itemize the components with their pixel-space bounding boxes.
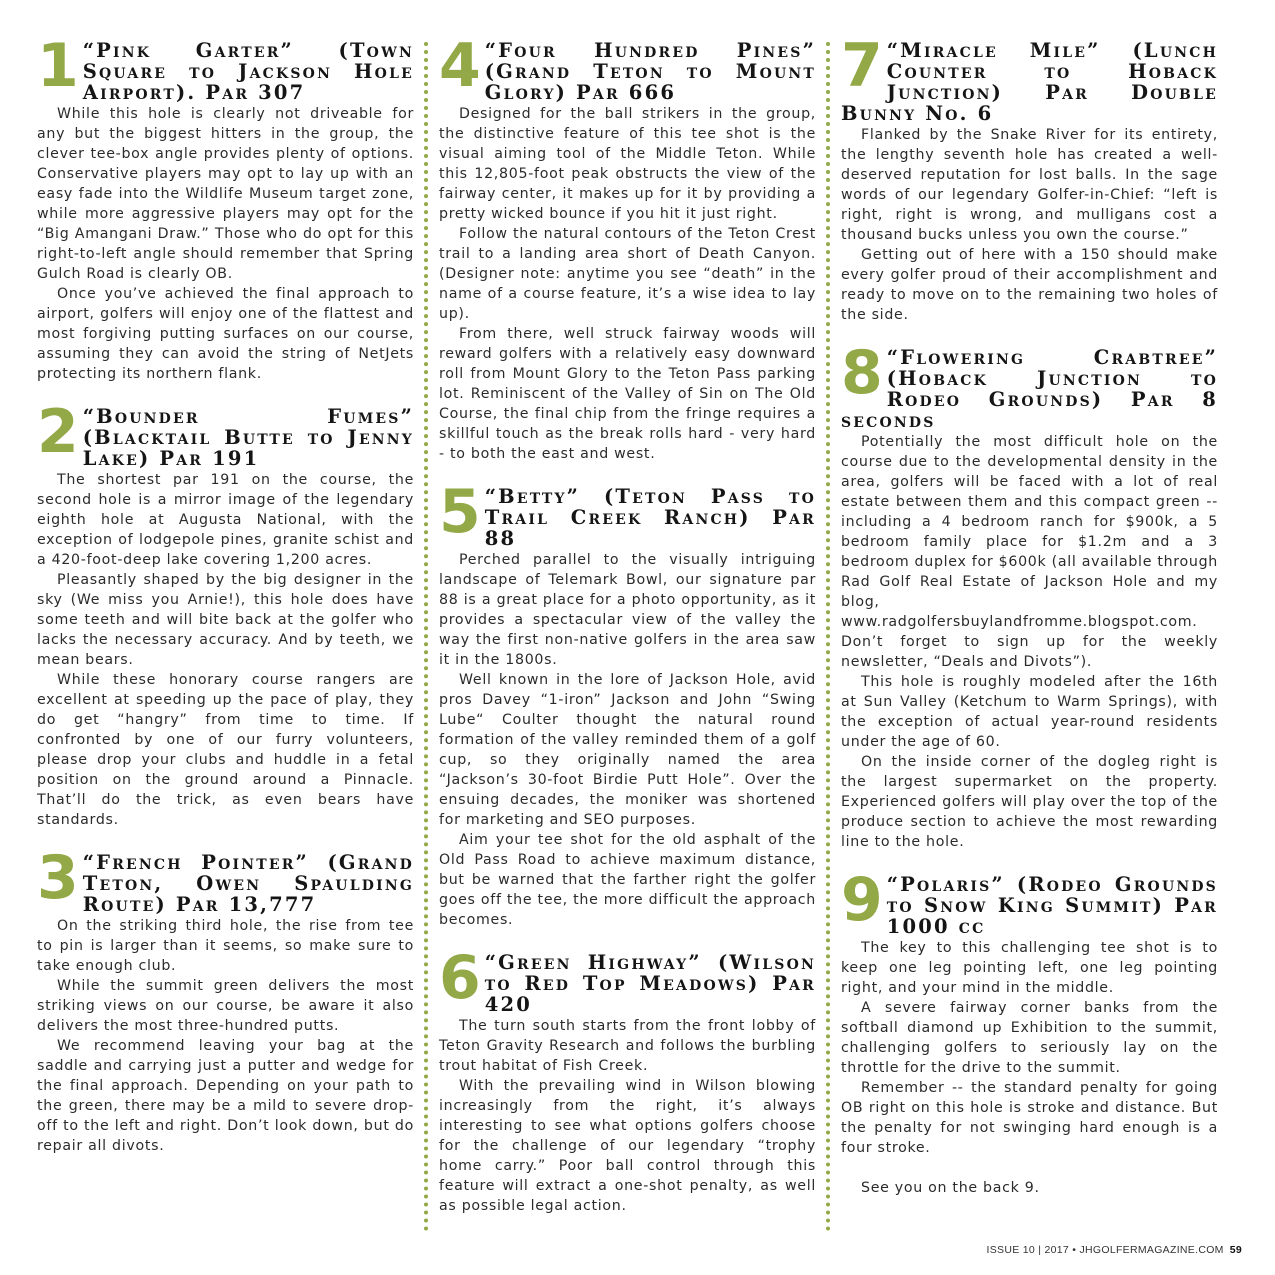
paragraph: Remember -- the standard penalty for going OB right on this hole is stroke and distance. But the penalty for not swinging hard enough is a four stroke.: [841, 1080, 1218, 1156]
hole-heading: [37, 31, 414, 104]
hole-6: [439, 943, 816, 1216]
page-number: 59: [1229, 1244, 1242, 1256]
paragraph: Perched parallel to the visually intriguing landscape of Telemark Bowl, our signature par 88 is a great place for a photo opportunity, as it provides a spectacular view of the valley the way the first non-native golfers in the area saw it in the 1800s.: [439, 552, 816, 668]
paragraph: Potentially the most difficult hole on the course due to the developmental density in the area, golfers will be faced with a lot of real estate between them and this compact green -- including a 4 bedroom ranch for $900k, a 5 bedroom family place for $1.2m and a 3 bedroom duplex for $600k (all available through Rad Golf Real Estate of Jackson Hole and my blog, www.radgolfersbuylandfromme.blogspot.com. Don’t forget to sign up for the weekly newsletter, “Deals and Divots”).: [841, 434, 1218, 670]
hole-number: 2: [37, 397, 79, 467]
paragraph: Well known in the lore of Jackson Hole, avid pros Davey “1-iron” Jackson and John “Swing Lube“ Coulter thought the natural round formation of the valley reminded them of a golf cup, so they originally named the area “Jackson’s 30-foot Birdie Putt Hole”. Over the ensuing decades, the moniker was shortened for marketing and SEO purposes.: [439, 672, 816, 828]
hole-3: [37, 843, 414, 1156]
hole-number: 9: [841, 865, 883, 935]
hole-title: “Flowering Crabtree” (Hoback Junction to Rodeo Grounds) Par 8 seconds: [841, 346, 1218, 432]
paragraph: The key to this challenging tee shot is to keep one leg pointing left, one leg pointing right, and your mind in the middle.: [841, 940, 1218, 996]
hole-8: [841, 338, 1218, 852]
hole-9: [841, 865, 1218, 1198]
paragraph: From there, well struck fairway woods will reward golfers with a relatively easy downward roll from Mount Glory to the Teton Pass parking lot. Reminiscent of the Valley of Sin on The Old Course, the final chip from the fringe requires a skillful touch as the break rolls hard - very hard - to both the east and west.: [439, 326, 816, 462]
hole-number: 3: [37, 843, 79, 913]
page-footer: [987, 1244, 1242, 1256]
hole-number: 7: [841, 31, 883, 101]
hole-title: “Four Hundred Pines” (Grand Teton to Mount Glory) Par 666: [484, 39, 816, 104]
column-divider: [424, 42, 428, 1232]
signoff: See you on the back 9.: [861, 1180, 1040, 1196]
hole-heading: [841, 31, 1218, 125]
hole-number: 5: [439, 477, 481, 547]
paragraph: With the prevailing wind in Wilson blowing increasingly from the right, it’s always interesting to see what options golfers choose for the challenge of our legendary “trophy home carry.” Poor ball control through this feature will extract a one-shot penalty, as well as possible legal action.: [439, 1078, 816, 1214]
column-divider: [826, 42, 830, 1232]
hole-4: [439, 31, 816, 464]
paragraph: The turn south starts from the front lobby of Teton Gravity Research and follows the burbling trout habitat of Fish Creek.: [439, 1018, 816, 1074]
paragraph: Getting out of here with a 150 should make every golfer proud of their accomplishment and ready to move on to the remaining two holes of the side.: [841, 247, 1218, 323]
column-2: [439, 31, 816, 1216]
hole-title: “Bounder Fumes” (Blacktail Butte to Jenny Lake) Par 191: [82, 405, 414, 470]
paragraph: The shortest par 191 on the course, the second hole is a mirror image of the legendary eighth hole at Augusta National, with the exception of lodgepole pines, granite schist and a 420-foot-deep lake covering 1,200 acres.: [37, 472, 414, 568]
hole-heading: [439, 943, 816, 1016]
hole-title: “French Pointer” (Grand Teton, Owen Spaulding Route) Par 13,777: [82, 851, 414, 916]
column-3: [841, 31, 1218, 1198]
paragraph: We recommend leaving your bag at the saddle and carrying just a putter and wedge for the final approach. Depending on your path to the green, there may be a mild to severe drop-off to the left and right. Don’t look down, but do repair all divots.: [37, 1038, 414, 1154]
paragraph: While this hole is clearly not driveable for any but the biggest hitters in the group, the clever tee-box angle provides plenty of options. Conservative players may opt to lay up with an easy fade into the Wildlife Museum target zone, while more aggressive players may opt for the “Big Amangani Draw.” Those who do opt for this right-to-left angle should remember that Spring Gulch Road is clearly OB.: [37, 106, 414, 282]
hole-heading: [37, 843, 414, 916]
hole-number: 1: [37, 31, 79, 101]
paragraph: Follow the natural contours of the Teton Crest trail to a landing area short of Death Canyon. (Designer note: anytime you see “death” in the name of a course feature, it’s a wise idea to lay up).: [439, 226, 816, 322]
paragraph: On the inside corner of the dogleg right is the largest supermarket on the property. Experienced golfers will play over the top of the produce section to achieve the most rewarding line to the hole.: [841, 754, 1218, 850]
hole-5: [439, 477, 816, 930]
hole-number: 4: [439, 31, 481, 101]
hole-heading: [439, 477, 816, 550]
hole-heading: [841, 865, 1218, 938]
hole-number: 6: [439, 943, 481, 1013]
hole-number: 8: [841, 338, 883, 408]
paragraph: Designed for the ball strikers in the group, the distinctive feature of this tee shot is the visual aiming tool of the Middle Teton. While this 12,805-foot peak obstructs the view of the fairway center, it makes up for it by providing a pretty wicked bounce if you hit it just right.: [439, 106, 816, 222]
hole-2: [37, 397, 414, 830]
hole-title: “Miracle Mile” (Lunch Counter to Hoback Junction) Par Double Bunny No. 6: [841, 39, 1218, 125]
paragraph: Flanked by the Snake River for its entirety, the lengthy seventh hole has created a well-deserved reputation for lost balls. In the sage words of our legendary Golfer-in-Chief: “left is right, right is wrong, and mulligans cost a thousand bucks unless you own the course.”: [841, 127, 1218, 243]
hole-title: “Pink Garter” (Town Square to Jackson Hole Airport). Par 307: [82, 39, 414, 104]
paragraph: Pleasantly shaped by the big designer in the sky (We miss you Arnie!), this hole does have some teeth and will bite back at the golfer who lacks the necessary accuracy. And by teeth, we mean bears.: [37, 572, 414, 668]
hole-1: [37, 31, 414, 384]
paragraph: On the striking third hole, the rise from tee to pin is larger than it seems, so make sure to take enough club.: [37, 918, 414, 974]
paragraph: Aim your tee shot for the old asphalt of the Old Pass Road to achieve maximum distance, but be warned that the farther right the golfer goes off the tee, the more difficult the approach becomes.: [439, 832, 816, 928]
hole-title: “Green Highway” (Wilson to Red Top Meadows) Par 420: [484, 951, 816, 1016]
paragraph: This hole is roughly modeled after the 16th at Sun Valley (Ketchum to Warm Springs), with the exception of actual year-round residents under the age of 60.: [841, 674, 1218, 750]
hole-heading: [37, 397, 414, 470]
issue-info: ISSUE 10 | 2017 • JHGOLFERMAGAZINE.COM: [986, 1244, 1224, 1256]
paragraph: While the summit green delivers the most striking views on our course, be aware it also delivers the most three-hundred putts.: [37, 978, 414, 1034]
paragraph: Once you’ve achieved the final approach to airport, golfers will enjoy one of the flattest and most forgiving putting surfaces on our course, assuming they can avoid the string of NetJets protecting its northern flank.: [37, 286, 414, 382]
hole-title: “Polaris” (Rodeo Grounds to Snow King Summit) Par 1000 cc: [886, 873, 1218, 938]
paragraph: While these honorary course rangers are excellent at speeding up the pace of play, they do get “hangry” from time to time. If confronted by one of our furry volunteers, please drop your clubs and huddle in a fetal position on the ground around a Pinnacle. That’ll do the trick, as even bears have standards.: [37, 672, 414, 828]
hole-title: “Betty” (Teton Pass to Trail Creek Ranch) Par 88: [484, 485, 816, 550]
hole-7: [841, 31, 1218, 325]
hole-heading: [841, 338, 1218, 432]
paragraph: A severe fairway corner banks from the softball diamond up Exhibition to the summit, challenging golfers to seriously lay on the throttle for the drive to the summit.: [841, 1000, 1218, 1076]
column-1: [37, 31, 414, 1156]
hole-heading: [439, 31, 816, 104]
